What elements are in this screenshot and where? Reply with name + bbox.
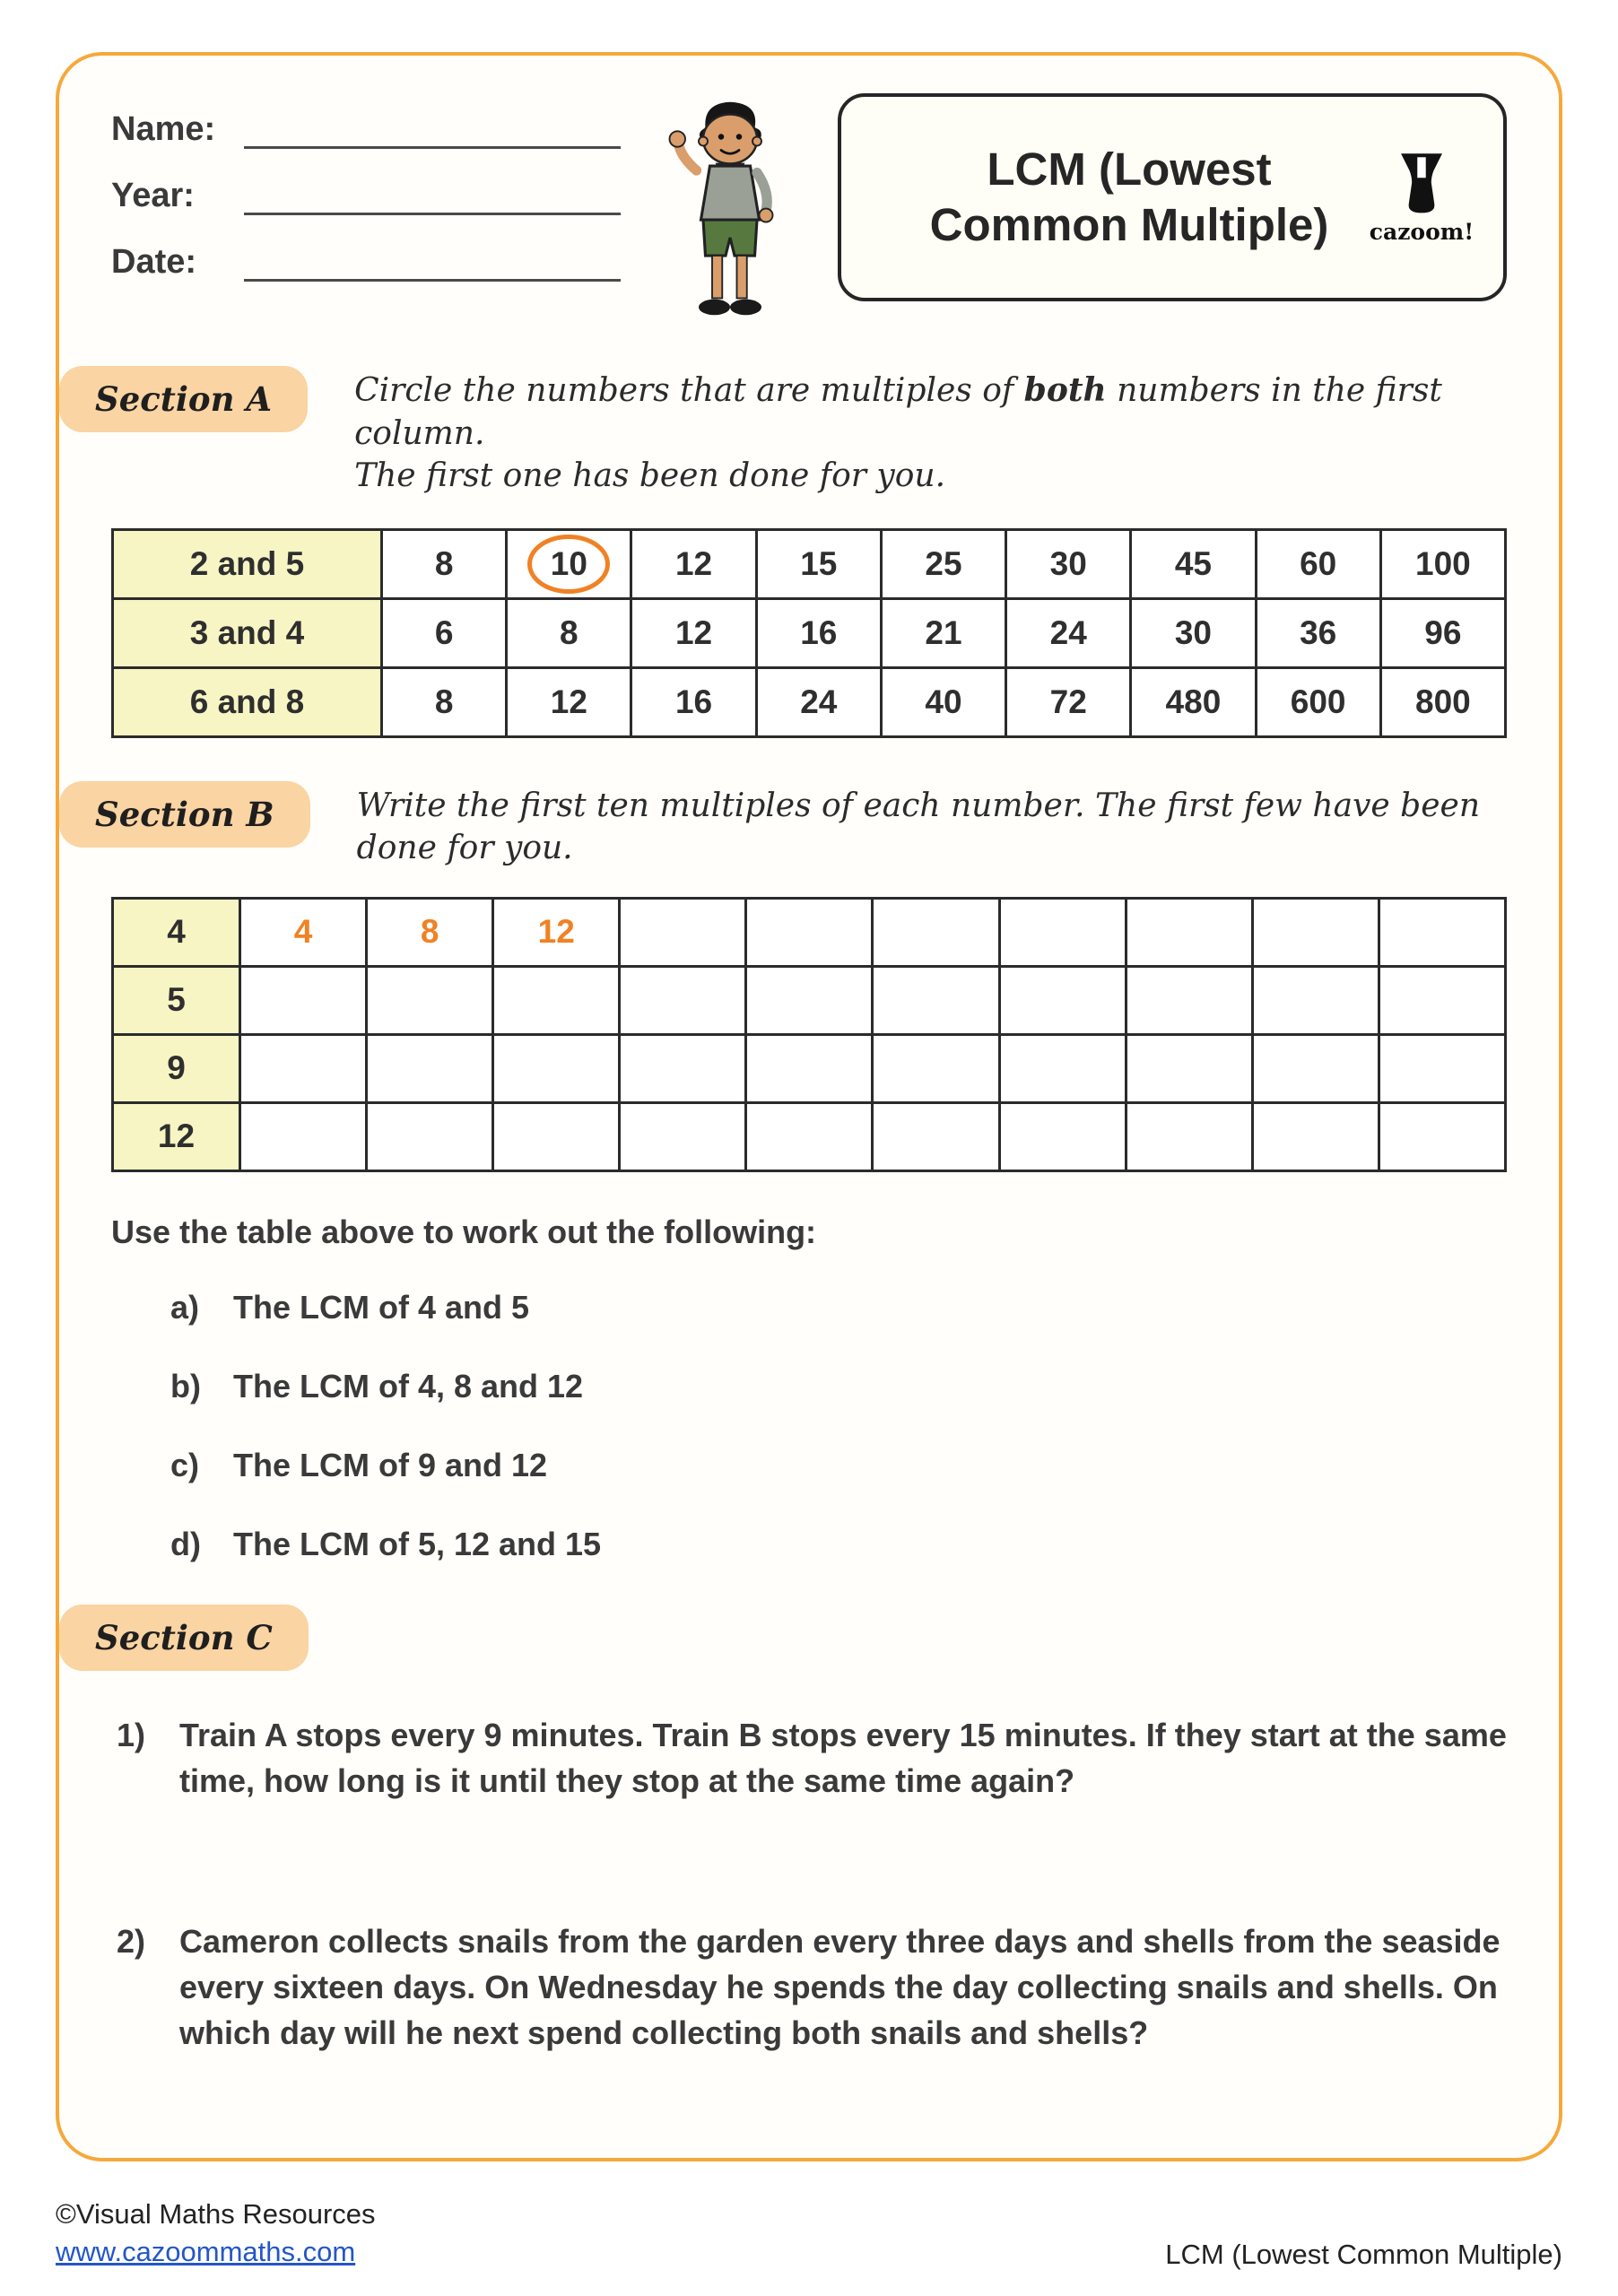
empty-answer-cell	[367, 966, 493, 1034]
number-label-cell: 12	[113, 1102, 240, 1170]
worksheet-header	[111, 93, 1507, 323]
student-id-fields	[111, 93, 649, 309]
empty-answer-cell	[1126, 898, 1252, 966]
multiple-cell: 60	[1256, 529, 1380, 598]
section-b-instruction: Write the first ten multiples of each number. The first few have been done for you.	[356, 787, 1481, 867]
section-b-header-row	[95, 781, 1507, 870]
empty-answer-cell	[999, 1102, 1126, 1170]
question-c	[170, 1447, 1507, 1484]
empty-answer-cell	[1252, 1034, 1379, 1102]
multiple-cell: 16	[756, 598, 881, 667]
multiple-cell: 480	[1131, 667, 1256, 736]
empty-answer-cell	[999, 898, 1126, 966]
empty-answer-cell	[240, 1034, 367, 1102]
section-b-pill: Section B	[59, 781, 310, 848]
table-row	[113, 898, 1506, 966]
date-input-line	[244, 242, 621, 282]
multiple-cell: 72	[1006, 667, 1131, 736]
multiple-cell: 6	[382, 598, 507, 667]
footer-worksheet-title: LCM (Lowest Common Multiple)	[1165, 2239, 1562, 2270]
year-field-row	[111, 176, 649, 215]
answer-circle: 10	[527, 535, 610, 594]
empty-answer-cell	[240, 1102, 367, 1170]
empty-answer-cell	[240, 966, 367, 1034]
cazoom-drum-icon	[1397, 151, 1446, 217]
empty-answer-cell	[1379, 898, 1505, 966]
title-line-1: LCM (Lowest	[987, 143, 1272, 195]
table-row	[113, 1102, 1506, 1170]
worksheet-title-box	[838, 93, 1507, 301]
empty-answer-cell	[493, 966, 620, 1034]
empty-answer-cell	[999, 966, 1126, 1034]
empty-answer-cell	[873, 966, 999, 1034]
section-b-table	[111, 897, 1507, 1172]
question-text: The LCM of 5, 12 and 15	[233, 1525, 602, 1562]
multiple-cell: 800	[1380, 667, 1505, 736]
empty-answer-cell	[620, 898, 746, 966]
multiple-cell: 25	[881, 529, 1005, 598]
multiple-cell: 30	[1006, 529, 1131, 598]
empty-answer-cell	[1379, 1102, 1505, 1170]
empty-answer-cell	[1252, 898, 1379, 966]
name-input-line	[244, 109, 621, 149]
multiple-cell: 36	[1256, 598, 1380, 667]
question-letter: a)	[170, 1288, 200, 1326]
empty-answer-cell	[999, 1034, 1126, 1102]
copyright-text: ©Visual Maths Resources	[56, 2198, 376, 2231]
name-field-row	[111, 109, 649, 149]
multiple-cell: 15	[756, 529, 881, 598]
table-row	[113, 667, 1506, 736]
boy-mascot-illustration	[649, 99, 811, 323]
problem-2	[117, 1918, 1507, 2056]
pair-label-cell: 2 and 5	[113, 529, 382, 598]
empty-answer-cell	[1252, 966, 1379, 1034]
question-b	[170, 1368, 1507, 1405]
multiple-cell: 30	[1131, 598, 1256, 667]
instruction-post: numbers in the first column.	[354, 372, 1442, 452]
word-problem-list	[117, 1712, 1507, 2161]
page-footer	[56, 2196, 1562, 2271]
lcm-question-list	[170, 1289, 1507, 1563]
question-a	[170, 1289, 1507, 1326]
empty-answer-cell	[620, 1102, 746, 1170]
empty-answer-cell	[1126, 1034, 1252, 1102]
multiple-cell-filled: 12	[493, 898, 620, 966]
multiple-cell: 12	[631, 529, 756, 598]
multiple-cell: 100	[1380, 529, 1505, 598]
empty-answer-cell	[873, 1102, 999, 1170]
problem-text: Cameron collects snails from the garden every three days and shells from the seaside every sixteen days. On Wednesday he spends the day collecting snails and shells. On which day will he next spend collecting both snails and shells?	[179, 1922, 1501, 2052]
multiple-cell: 21	[881, 598, 1005, 667]
footer-credits	[56, 2196, 376, 2271]
empty-answer-cell	[873, 898, 999, 966]
pair-label-cell: 6 and 8	[113, 667, 382, 736]
empty-answer-cell	[746, 1034, 873, 1102]
empty-answer-cell	[746, 1102, 873, 1170]
section-c-pill: Section C	[59, 1605, 309, 1671]
pair-label-cell: 3 and 4	[113, 598, 382, 667]
multiple-cell: 12	[507, 667, 631, 736]
empty-answer-cell	[1379, 966, 1505, 1034]
name-label: Name:	[111, 110, 216, 148]
instruction-pre: Circle the numbers that are multiples of	[354, 372, 1024, 409]
table-row	[113, 598, 1506, 667]
empty-answer-cell	[1126, 1102, 1252, 1170]
problem-number: 1)	[117, 1716, 146, 1753]
number-label-cell: 9	[113, 1034, 240, 1102]
empty-answer-cell	[367, 1102, 493, 1170]
multiple-cell: 8	[382, 529, 507, 598]
number-label-cell: 5	[113, 966, 240, 1034]
question-letter: d)	[170, 1525, 201, 1562]
question-text: The LCM of 9 and 12	[233, 1446, 548, 1483]
section-a-instruction	[354, 370, 1484, 498]
multiple-cell: 45	[1131, 529, 1256, 598]
table-row	[113, 529, 1506, 598]
problem-text: Train A stops every 9 minutes. Train B stops every 15 minutes. If they start at the same time, how long is it until they stop at the same time again?	[179, 1716, 1507, 1799]
section-c-header-row	[95, 1605, 1507, 1671]
empty-answer-cell	[873, 1034, 999, 1102]
multiple-cell: 600	[1256, 667, 1380, 736]
multiple-cell: 24	[1006, 598, 1131, 667]
instruction-bold-word: both	[1023, 371, 1107, 409]
title-line-2: Common Multiple)	[929, 199, 1329, 250]
cazoom-logo-text: cazoom!	[1369, 218, 1474, 245]
cazoom-logo	[1363, 151, 1480, 245]
multiple-cell: 8	[507, 598, 631, 667]
multiple-cell: 96	[1380, 598, 1505, 667]
empty-answer-cell	[1252, 1102, 1379, 1170]
question-text: The LCM of 4, 8 and 12	[233, 1367, 584, 1405]
section-a-header-row	[95, 366, 1507, 498]
empty-answer-cell	[493, 1034, 620, 1102]
multiple-cell: 8	[382, 667, 507, 736]
worksheet-border-frame	[56, 52, 1562, 2161]
section-a-pill: Section A	[59, 366, 308, 432]
multiple-cell: 16	[631, 667, 756, 736]
question-text: The LCM of 4 and 5	[233, 1288, 530, 1326]
empty-answer-cell	[620, 1034, 746, 1102]
multiple-cell-filled: 8	[367, 898, 493, 966]
empty-answer-cell	[1126, 966, 1252, 1034]
empty-answer-cell	[746, 898, 873, 966]
multiple-cell-circled	[507, 529, 631, 598]
multiple-cell: 24	[756, 667, 881, 736]
problem-number: 2)	[117, 1922, 146, 1960]
date-label: Date:	[111, 243, 197, 281]
empty-answer-cell	[367, 1034, 493, 1102]
empty-answer-cell	[493, 1102, 620, 1170]
cazoommaths-link[interactable]: www.cazoommaths.com	[56, 2236, 356, 2268]
multiple-cell-filled: 4	[240, 898, 367, 966]
year-label: Year:	[111, 177, 195, 214]
problem-1	[117, 1712, 1507, 1804]
empty-answer-cell	[620, 966, 746, 1034]
empty-answer-cell	[1379, 1034, 1505, 1102]
table-row	[113, 966, 1506, 1034]
question-letter: b)	[170, 1367, 201, 1405]
multiple-cell: 12	[631, 598, 756, 667]
question-letter: c)	[170, 1446, 200, 1483]
table-prompt: Use the table above to work out the following:	[111, 1213, 817, 1250]
empty-answer-cell	[746, 966, 873, 1034]
worksheet-title	[895, 142, 1363, 253]
table-row	[113, 1034, 1506, 1102]
date-field-row	[111, 242, 649, 282]
instruction-line2: The first one has been done for you.	[354, 457, 946, 495]
question-d	[170, 1526, 1507, 1563]
multiple-cell: 40	[881, 667, 1005, 736]
number-label-cell: 4	[113, 898, 240, 966]
section-a-table	[111, 528, 1507, 738]
year-input-line	[244, 176, 621, 215]
